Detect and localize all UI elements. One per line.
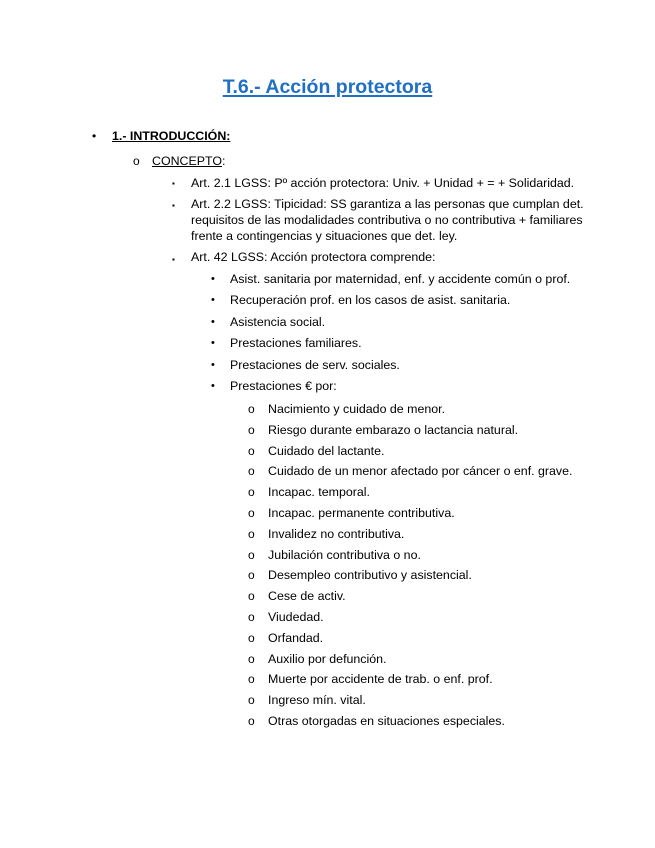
prestacion-bullet: o [248,506,255,520]
prestacion-bullet: o [248,693,255,708]
prestacion-item: Otras otorgadas en situaciones especiales. [268,714,505,728]
prestacion-bullet: o [248,547,255,562]
article-item: Art. 2.1 LGSS: Pº acción protectora: Univ. + Unidad + = + Solidaridad. [191,176,575,190]
comprende-bullet: • [211,337,215,350]
comprende-item: Prestaciones de serv. sociales. [230,357,400,372]
comprende-item: Prestaciones familiares. [230,336,362,351]
prestacion-bullet: o [248,422,255,437]
comprende-bullet: • [211,358,215,371]
prestacion-bullet: o [248,568,255,583]
prestacion-item: Incapac. temporal. [268,485,370,500]
prestacion-item: Cuidado de un menor afectado por cáncer o enf. grave. [268,464,573,479]
prestacion-bullet: o [248,672,255,687]
article-bullet: ▪ [172,255,175,264]
subsection-label: CONCEPTO [152,154,222,168]
comprende-bullet: • [211,380,215,392]
subsection-heading [152,154,225,169]
prestacion-bullet: o [248,443,255,458]
prestacion-item: Jubilación contributiva o no. [268,547,421,562]
prestacion-bullet: o [248,526,255,541]
prestacion-item: Auxilio por defunción. [268,651,387,666]
prestacion-item: Muerte por accidente de trab. o enf. prof. [268,672,493,687]
prestacion-bullet: o [248,464,255,479]
prestacion-bullet: o [248,714,255,728]
prestacion-item: Riesgo durante embarazo o lactancia natural. [268,422,519,437]
subsection-suffix: : [222,154,226,168]
comprende-item: Recuperación prof. en los casos de asist. sanitaria. [230,293,511,308]
prestacion-item: Cese de activ. [268,589,346,604]
prestacion-bullet: o [248,402,255,416]
comprende-item: Asist. sanitaria por maternidad, enf. y accidente común o prof. [230,272,571,286]
prestacion-bullet: o [248,589,255,604]
section-bullet: • [92,129,97,143]
section-heading: 1.- INTRODUCCIÓN: [112,129,231,143]
prestacion-item: Cuidado del lactante. [268,443,385,458]
prestacion-item: Incapac. permanente contributiva. [268,506,455,520]
article-item: Art. 42 LGSS: Acción protectora comprende: [191,250,436,264]
comprende-item: Prestaciones € por: [230,379,337,393]
prestacion-item: Desempleo contributivo y asistencial. [268,568,472,583]
article-bullet: ▪ [172,179,175,188]
prestacion-bullet: o [248,651,255,666]
comprende-bullet: • [211,315,215,328]
prestacion-item: Viudedad. [268,610,324,624]
prestacion-bullet: o [248,630,255,645]
article-bullet: ▪ [172,201,175,210]
subsection-bullet: o [133,154,140,168]
prestacion-item: Nacimiento y cuidado de menor. [268,402,446,416]
comprende-item: Asistencia social. [230,314,326,329]
prestacion-item: Invalidez no contributiva. [268,526,405,541]
prestacion-bullet: o [248,610,255,624]
prestacion-item: Ingreso mín. vital. [268,693,366,708]
prestacion-item: Orfandad. [268,630,324,645]
prestacion-bullet: o [248,485,255,500]
page-title: T.6.- Acción protectora [222,76,433,98]
article-item: Art. 2.2 LGSS: Tipicidad: SS garantiza a las personas que cumplan det. requisitos de las modalidades contributiva o no contributiva + familiares frente a contingencias y situaciones que det. ley. [191,197,584,243]
comprende-bullet: • [211,294,215,307]
comprende-bullet: • [211,273,215,285]
